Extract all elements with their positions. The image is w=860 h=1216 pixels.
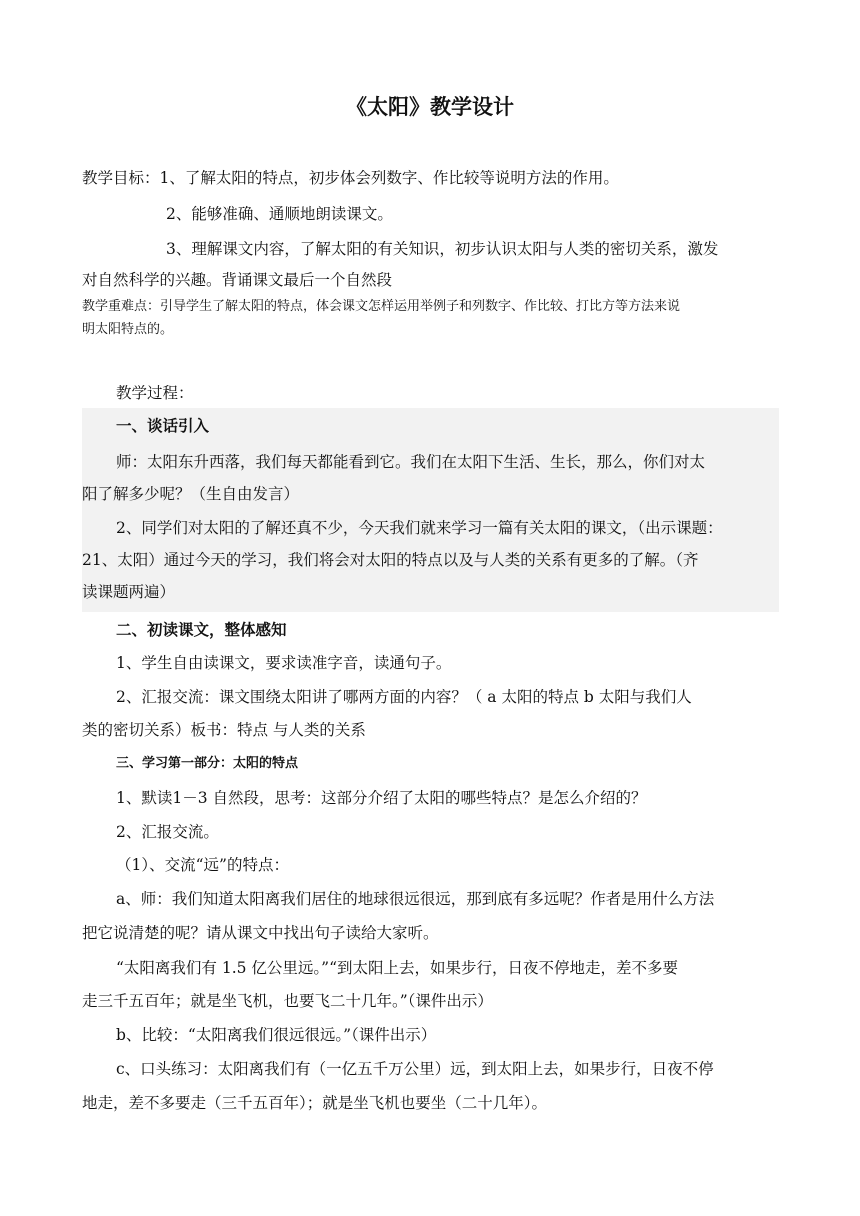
process-label: 教学过程： <box>116 384 194 402</box>
section-3-p4-line-2: 把它说清楚的呢？请从课文中找出句子读给大家听。 <box>82 924 439 942</box>
section-1-p2-line-2: 21、太阳）通过今天的学习，我们将会对太阳的特点以及与人类的关系有更多的了解。（齐 <box>82 551 699 569</box>
key-points-line-2: 明太阳特点的。 <box>82 322 174 337</box>
section-3-p4-line-1: a、师：我们知道太阳离我们居住的地球很远很远，那到底有多远呢？作者是用什么方法 <box>116 890 715 908</box>
section-3-p7-line-2: 地走，差不多要走（三千五百年）；就是坐飞机也要坐（二十几年）。 <box>82 1094 548 1112</box>
section-2-heading: 二、初读课文，整体感知 <box>116 620 287 639</box>
objective-line-2: 2、能够准确、通顺地朗读课文。 <box>166 205 393 223</box>
section-3-p3: （1）、交流“远”的特点： <box>116 856 289 874</box>
section-1-p1-line-2: 阳了解多少呢？（生自由发言） <box>82 485 300 503</box>
section-3-p1: 1、默读1－3 自然段，思考：这部分介绍了太阳的哪些特点？是怎么介绍的？ <box>116 789 647 807</box>
section-2-p2-line-1: 2、汇报交流：课文围绕太阳讲了哪两方面的内容？（ a 太阳的特点 b 太阳与我们人 <box>116 688 692 706</box>
section-1-p2-line-1: 2、同学们对太阳的了解还真不少，今天我们就来学习一篇有关太阳的课文，（出示课题： <box>116 519 723 537</box>
section-3-p5-line-2: 走三千五百年；就是坐飞机，也要飞二十几年。”（课件出示） <box>82 992 493 1010</box>
section-1-p1-line-1: 师：太阳东升西落，我们每天都能看到它。我们在太阳下生活、生长，那么，你们对太 <box>116 453 706 471</box>
section-3-p2: 2、汇报交流。 <box>116 823 219 841</box>
objective-line-4: 对自然科学的兴趣。背诵课文最后一个自然段 <box>82 271 393 289</box>
key-points-line-1: 教学重难点：引导学生了解太阳的特点，体会课文怎样运用举例子和列数字、作比较、打比方等方法来说 <box>82 299 681 314</box>
section-2-p2-line-2: 类的密切关系）板书：特点 与人类的关系 <box>82 721 366 739</box>
section-3-heading: 三、学习第一部分：太阳的特点 <box>116 756 299 771</box>
section-1-heading: 一、谈话引入 <box>116 416 210 435</box>
section-3-p7-line-1: c、口头练习：太阳离我们有（一亿五千万公里）远，到太阳上去，如果步行，日夜不停 <box>116 1060 714 1078</box>
section-3-p6: b、比较：“太阳离我们很远很远。”（课件出示） <box>116 1026 437 1044</box>
shaded-block <box>82 408 779 612</box>
section-3-p5-line-1: “太阳离我们有 1.5 亿公里远。”“到太阳上去，如果步行，日夜不停地走，差不多要 <box>116 959 679 977</box>
document-title: 《太阳》教学设计 <box>346 94 514 119</box>
objective-line-1: 教学目标：1、了解太阳的特点，初步体会列数字、作比较等说明方法的作用。 <box>82 169 619 187</box>
section-1-p2-line-3: 读课题两遍） <box>82 583 176 601</box>
section-2-p1: 1、学生自由读课文，要求读准字音，读通句子。 <box>116 654 452 672</box>
objective-line-3: 3、理解课文内容，了解太阳的有关知识，初步认识太阳与人类的密切关系，激发 <box>166 240 719 258</box>
